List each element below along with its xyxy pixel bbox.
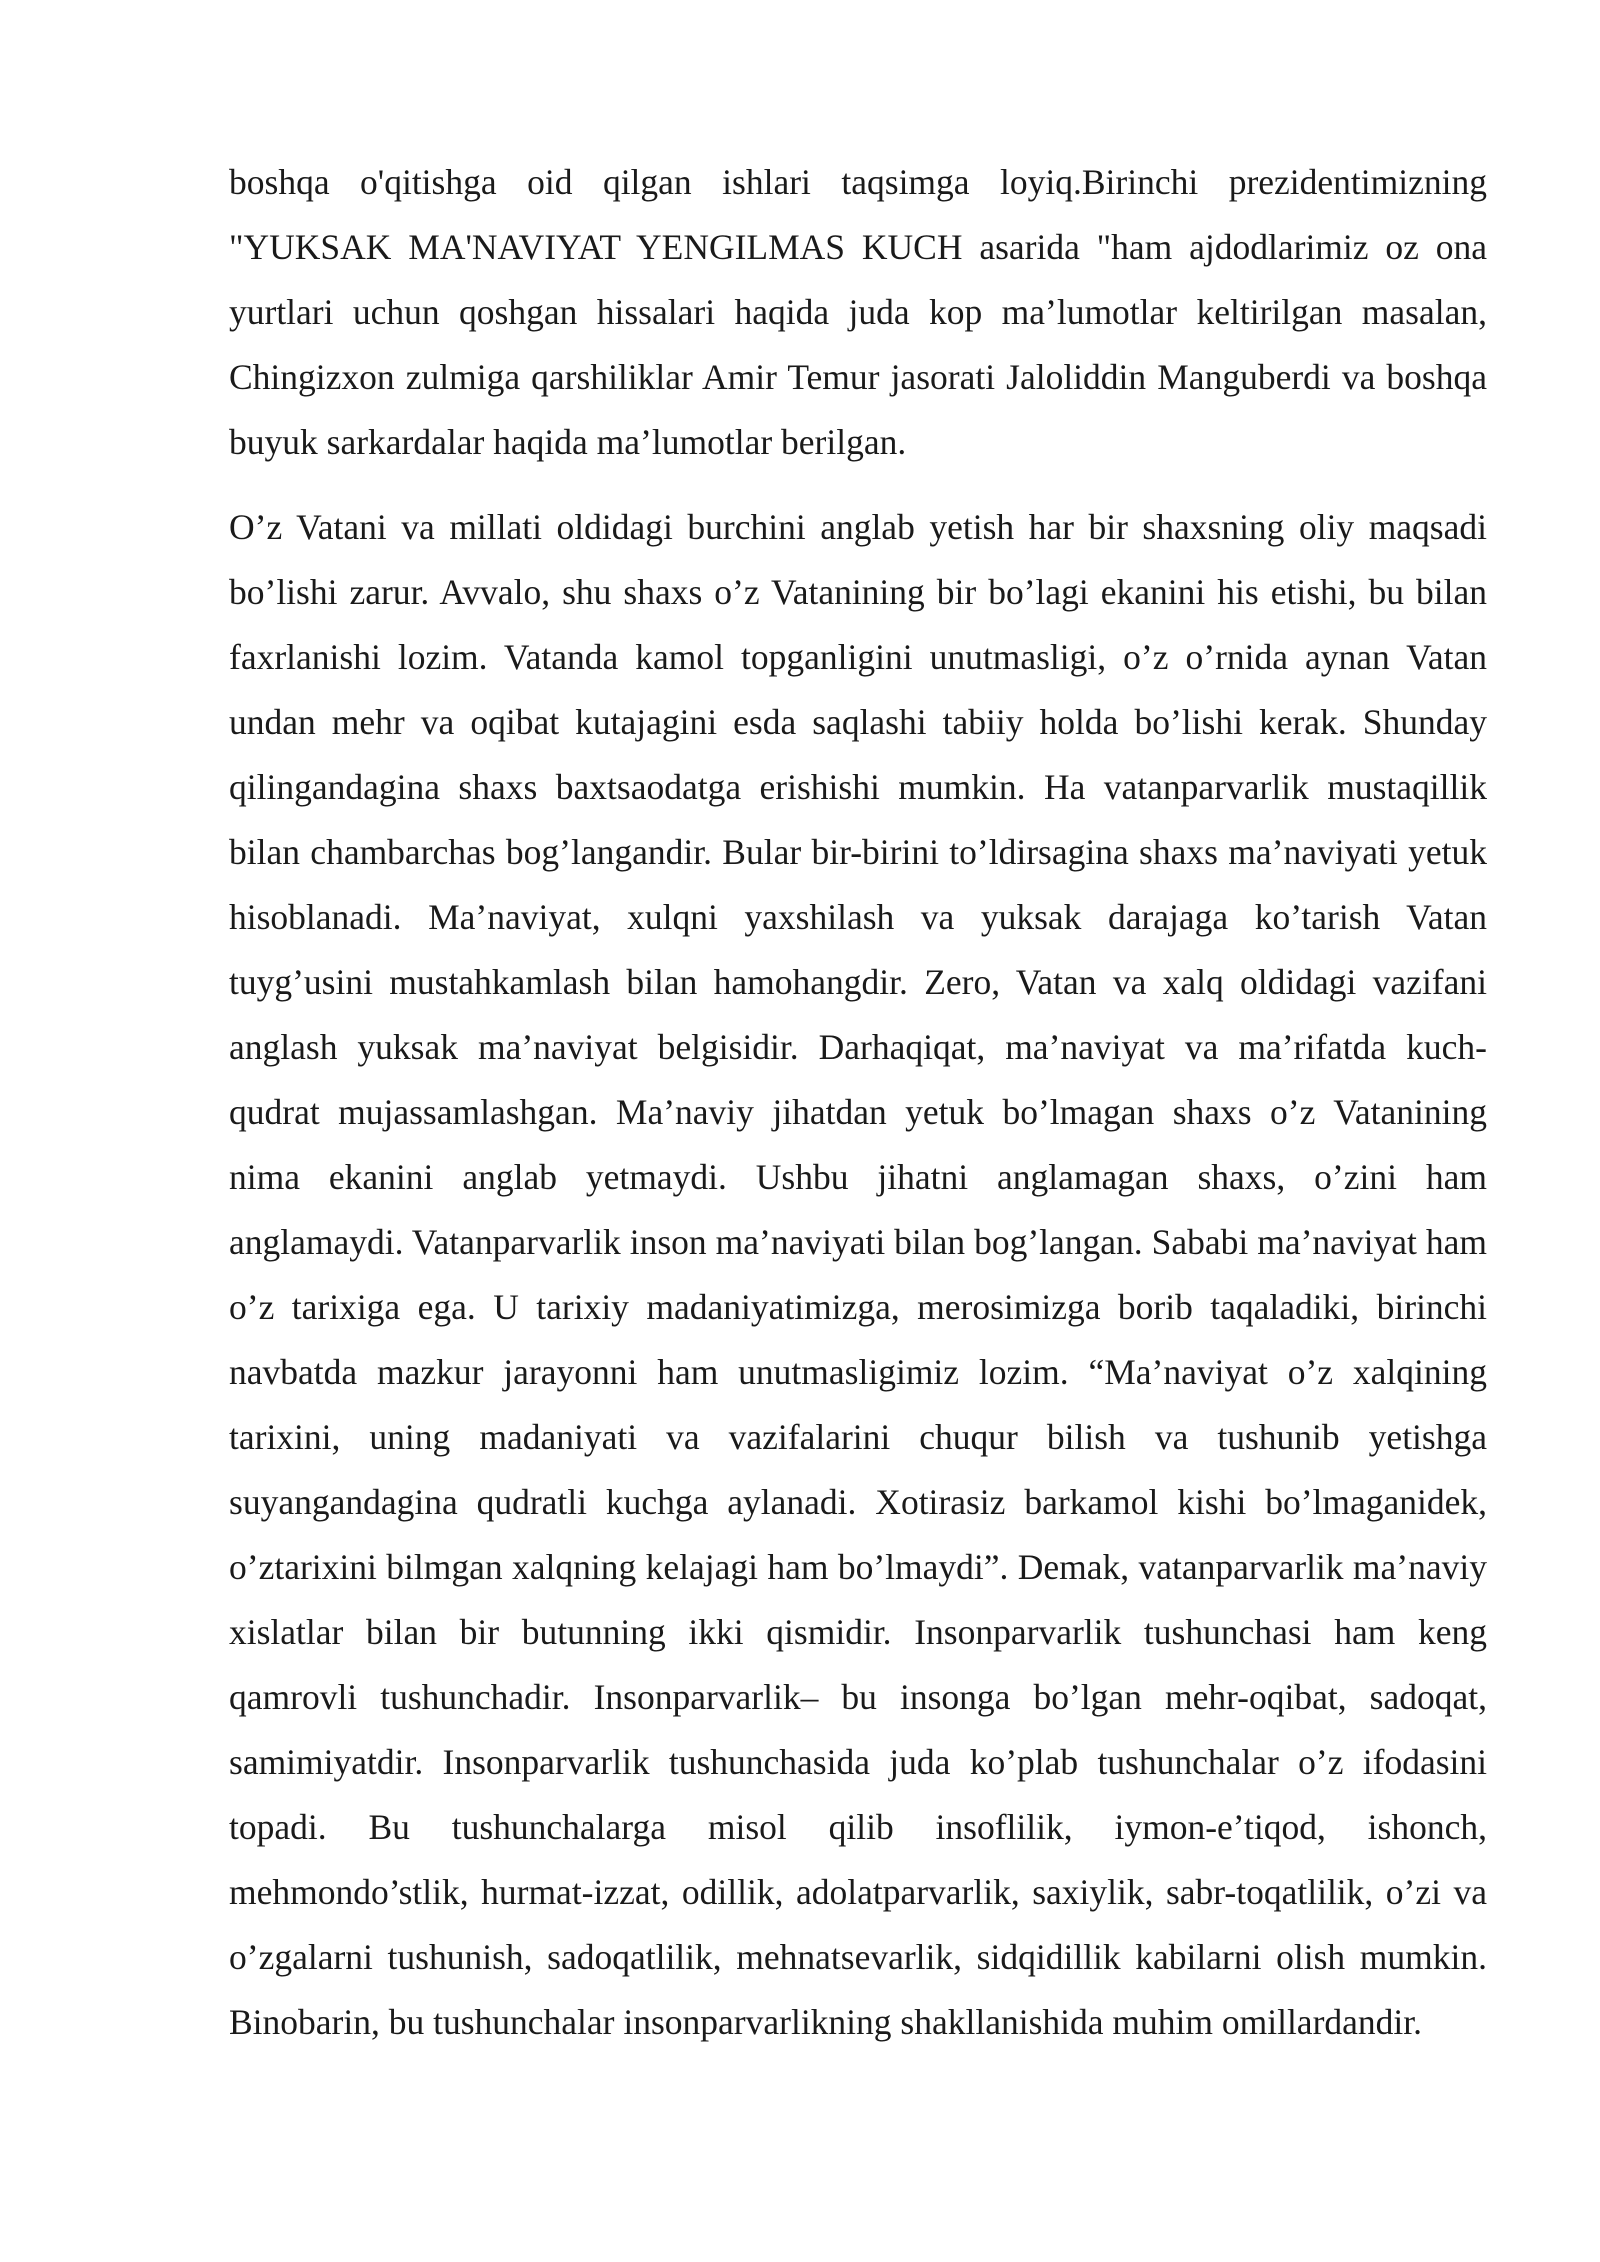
paragraph-1: boshqa o'qitishga oid qilgan ishlari taqsimga loyiq.Birinchi prezidentimizning "YUKSAK MA'NAVIYAT YENGILMAS KUCH asarida "ham ajdodlarimiz oz ona yurtlari uchun qoshgan hissalari haqida juda kop ma’lumotlar keltirilgan masalan, Chingizxon zulmiga qarshiliklar Amir Temur jasorati Jaloliddin Manguberdi va boshqa buyuk sarkardalar haqida ma’lumotlar berilgan. <box>229 162 1487 462</box>
document-body <box>229 150 1487 2055</box>
paragraph-2: O’z Vatani va millati oldidagi burchini anglab yetish har bir shaxsning oliy maqsadi bo’lishi zarur. Avvalo, shu shaxs o’z Vatanining bir bo’lagi ekanini his etishi, bu bilan faxrlanishi lozim. Vatanda kamol topganligini unutmasligi, o’z o’rnida aynan Vatan undan mehr va oqibat kutajagini esda saqlashi tabiiy holda bo’lishi kerak. Shunday qilingandagina shaxs baxtsaodatga erishishi mumkin. Ha vatanparvarlik mustaqillik bilan chambarchas bog’langandir. Bular bir-birini to’ldirsagina shaxs ma’naviyati yetuk hisoblanadi. Ma’naviyat, xulqni yaxshilash va yuksak darajaga ko’tarish Vatan tuyg’usini mustahkamlash bilan hamohangdir. Zero, Vatan va xalq oldidagi vazifani anglash yuksak ma’naviyat belgisidir. Darhaqiqat, ma’naviyat va ma’rifatda kuch-qudrat mujassamlashgan. Ma’naviy jihatdan yetuk bo’lmagan shaxs o’z Vatanining nima ekanini anglab yetmaydi. Ushbu jihatni anglamagan shaxs, o’zini ham anglamaydi. Vatanparvarlik inson ma’naviyati bilan bog’langan. Sababi ma’naviyat ham o’z tarixiga ega. U tarixiy madaniyatimizga, merosimizga borib taqaladiki, birinchi navbatda mazkur jarayonni ham unutmasligimiz lozim. “Ma’naviyat o’z xalqining tarixini, uning madaniyati va vazifalarini chuqur bilish va tushunib yetishga suyangandagina qudratli kuchga aylanadi. Xotirasiz barkamol kishi bo’lmaganidek, o’ztarixini bilmgan xalqning kelajagi ham bo’lmaydi”. Demak, vatanparvarlik ma’naviy xislatlar bilan bir butunning ikki qismidir. Insonparvarlik tushunchasi ham keng qamrovli tushunchadir. Insonparvarlik– bu insonga bo’lgan mehr-oqibat, sadoqat, samimiyatdir. Insonparvarlik tushunchasida juda ko’plab tushunchalar o’z ifodasini topadi. Bu tushunchalarga misol qilib insoflilik, iymon-e’tiqod, ishonch, mehmondo’stlik, hurmat-izzat, odillik, adolatparvarlik, saxiylik, sabr-toqatlilik, o’zi va o’zgalarni tushunish, sadoqatlilik, mehnatsevarlik, sidqidillik kabilarni olish mumkin. Binobarin, bu tushunchalar insonparvarlikning shakllanishida muhim omillardandir. <box>229 507 1487 2042</box>
